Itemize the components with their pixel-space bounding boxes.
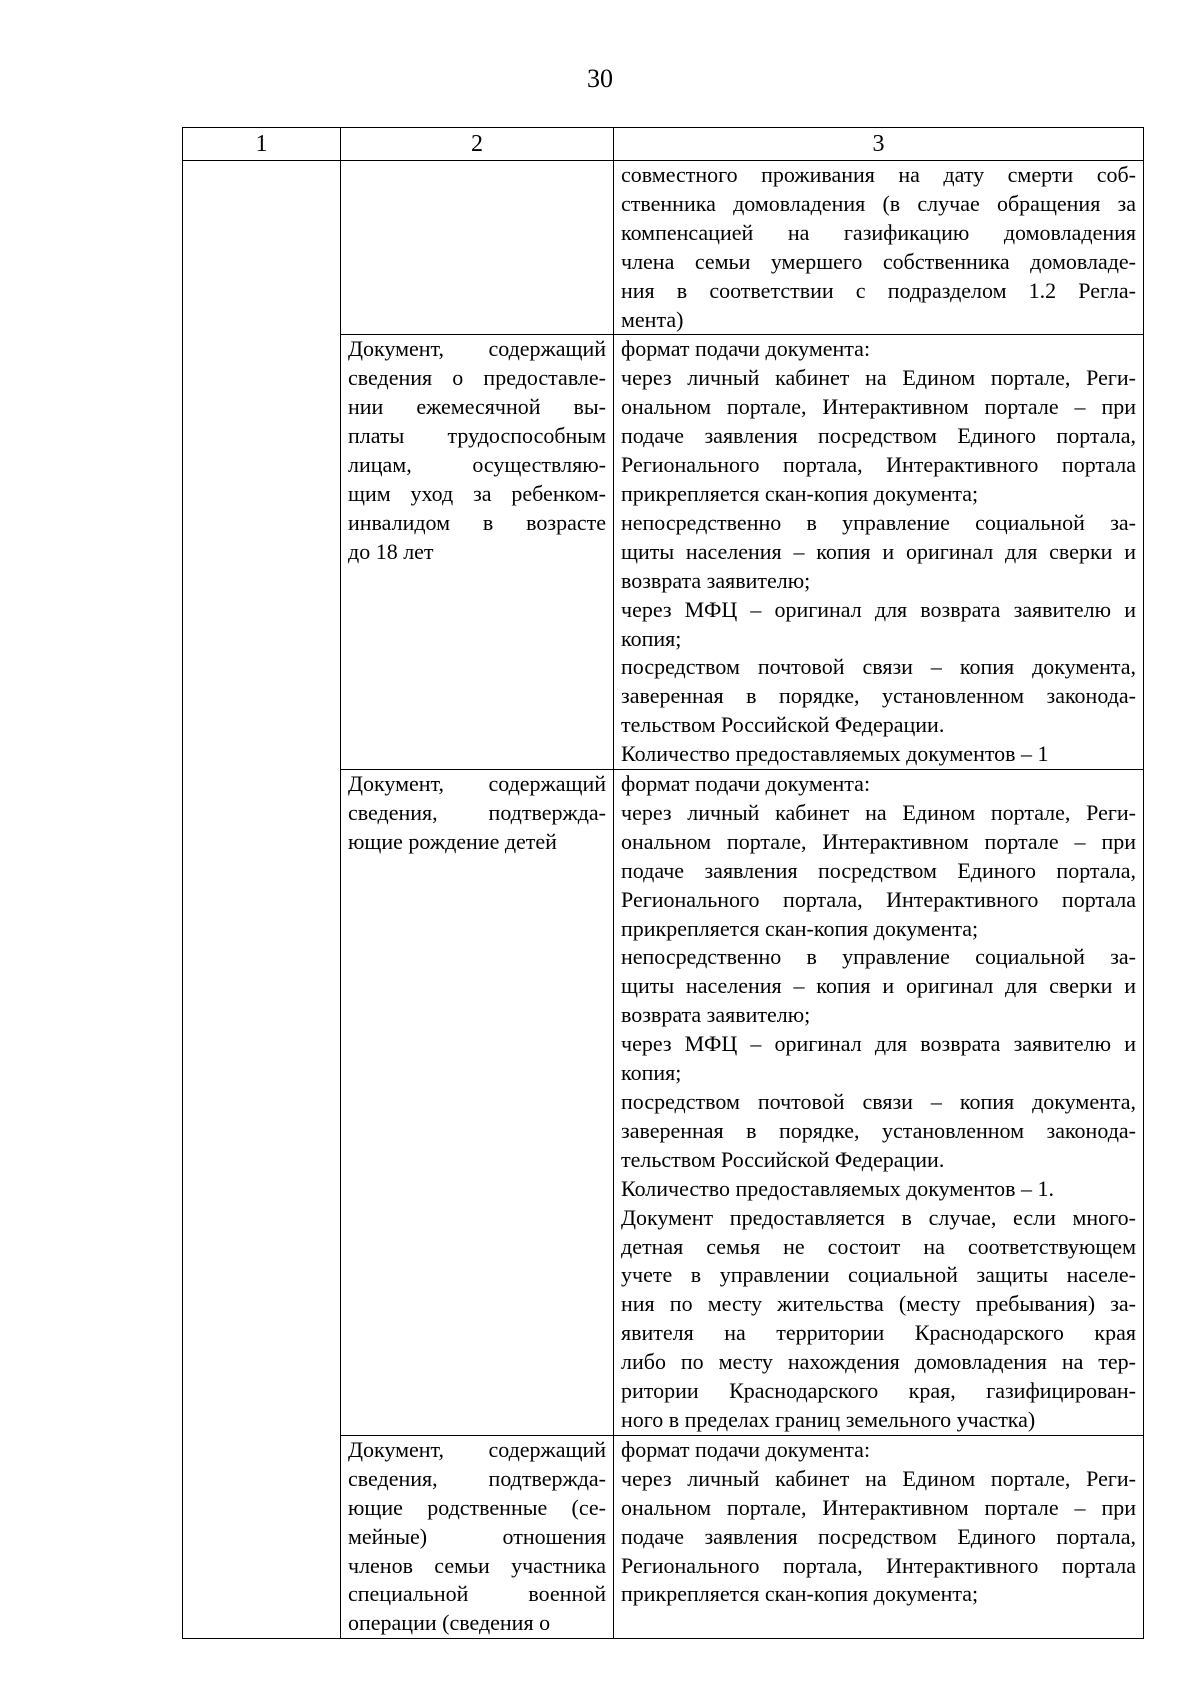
cell-text-line: ональном портале, Интерактивном портале – при — [621, 1494, 1136, 1520]
cell-text-line: платы трудоспособным — [348, 423, 606, 449]
cell-text-line: до 18 лет — [348, 538, 434, 564]
cell-text-line: явителя на территории Краснодарского края — [621, 1320, 1136, 1346]
cell-text-line: сведения, подтвержда- — [348, 799, 606, 825]
document-name-cell — [341, 1435, 614, 1638]
header-col-3: 3 — [614, 128, 1144, 161]
cell-text-line: прикрепляется скан-копия документа; — [621, 480, 979, 506]
col-1-cell — [183, 161, 341, 1639]
document-name-cell — [341, 335, 614, 770]
cell-text-line: сведения, подтвержда- — [348, 1465, 606, 1491]
cell-text-line: через МФЦ – оригинал для возврата заявителю и — [621, 1031, 1136, 1057]
cell-text-line: через личный кабинет на Едином портале, Реги- — [621, 1465, 1136, 1491]
cell-text-line: Документ, содержащий — [348, 771, 606, 797]
cell-text-line: через личный кабинет на Едином портале, Реги- — [621, 799, 1136, 825]
table-row — [183, 161, 1144, 335]
cell-text-line: формат подачи документа: — [621, 1436, 871, 1462]
cell-text-line: ного в пределах границ земельного участка) — [621, 1406, 1036, 1432]
cell-text-line: операции (сведения о — [348, 1610, 551, 1636]
cell-text-line: копия; — [621, 625, 682, 651]
cell-text-line: мейные) отношения — [348, 1523, 606, 1549]
cell-text-line: специальной военной — [348, 1581, 606, 1607]
header-col-2: 2 — [341, 128, 614, 161]
cell-text-line: совместного проживания на дату смерти соб- — [621, 162, 1136, 187]
submission-format-cell — [614, 335, 1144, 770]
cell-text-line: подаче заявления посредством Единого портала, — [621, 857, 1136, 883]
cell-text-line: через личный кабинет на Едином портале, Реги- — [621, 365, 1136, 391]
submission-format-cell — [614, 1435, 1144, 1638]
cell-text-line: ональном портале, Интерактивном портале – при — [621, 828, 1136, 854]
cell-text-line: формат подачи документа: — [621, 336, 871, 362]
cell-text-line: посредством почтовой связи – копия документа, — [621, 1089, 1136, 1114]
cell-text-line: Документ, содержащий — [348, 1436, 606, 1462]
cell-text-line: инвалидом в возрасте — [348, 509, 606, 535]
cell-text-line: прикрепляется скан-копия документа; — [621, 1581, 979, 1607]
cell-text-line: возврата заявителю; — [621, 1002, 811, 1028]
cell-text-line: прикрепляется скан-копия документа; — [621, 915, 979, 941]
header-col-1: 1 — [183, 128, 341, 161]
cell-text-line: ния по месту жительства (месту пребывания) за- — [621, 1291, 1136, 1317]
cell-text-line: тельством Российской Федерации. — [621, 712, 945, 738]
cell-text-line: формат подачи документа: — [621, 771, 871, 797]
cell-text-line: Регионального портала, Интерактивного портала — [621, 1552, 1136, 1578]
page-number: 30 — [587, 64, 613, 93]
cell-text-line: заверенная в порядке, установленном законода- — [621, 683, 1136, 709]
cell-text-line: ственника домовладения (в случае обращения за — [621, 190, 1136, 216]
cell-text-line: мента) — [621, 306, 684, 332]
cell-text-line: Количество предоставляемых документов – 1 — [621, 741, 1049, 767]
cell-text-line: посредством почтовой связи – копия документа, — [621, 654, 1136, 680]
cell-text-line: Регионального портала, Интерактивного портала — [621, 452, 1136, 478]
requirements-table — [182, 127, 1144, 1639]
cell-text-line: подаче заявления посредством Единого портала, — [621, 423, 1136, 449]
cell-text-line: Количество предоставляемых документов – 1. — [621, 1175, 1055, 1201]
cell-text-line: либо по месту нахождения домовладения на тер- — [621, 1349, 1136, 1375]
cell-text-line: нии ежемесячной вы- — [348, 394, 606, 420]
cell-text-line: ональном портале, Интерактивном портале – при — [621, 394, 1136, 420]
cell-text-line: заверенная в порядке, установленном законода- — [621, 1117, 1136, 1143]
cell-text-line: Документ, содержащий — [348, 336, 606, 362]
cell-text-line: Документ предоставляется в случае, если много- — [621, 1204, 1136, 1230]
cell-text-line: непосредственно в управление социальной за- — [621, 509, 1136, 535]
cell-text-line: ния в соответствии с подразделом 1.2 Регла- — [621, 277, 1136, 303]
cell-text-line: щиты населения – копия и оригинал для сверки и — [621, 538, 1136, 564]
cell-text-line: щиты населения – копия и оригинал для сверки и — [621, 973, 1136, 999]
submission-format-cell — [614, 770, 1144, 1436]
cell-text-line: копия; — [621, 1060, 682, 1086]
document-name-cell — [341, 770, 614, 1436]
table-header-row — [183, 128, 1144, 161]
cell-text-line: сведения о предоставле- — [348, 365, 606, 391]
cell-text-line: ющие рождение детей — [348, 828, 557, 854]
cell-text-line: компенсацией на газификацию домовладения — [621, 219, 1136, 245]
cell-text-line: возврата заявителю; — [621, 567, 811, 593]
cell-text-line: члена семьи умершего собственника домовладе- — [621, 248, 1136, 274]
cell-text-line: ритории Краснодарского края, газифицирован- — [621, 1378, 1136, 1404]
cell-text-line: Регионального портала, Интерактивного портала — [621, 886, 1136, 912]
cell-text-line: непосредственно в управление социальной за- — [621, 944, 1136, 970]
cell-text-line: щим уход за ребенком- — [348, 480, 606, 506]
submission-format-cell — [614, 161, 1144, 335]
cell-text-line: тельством Российской Федерации. — [621, 1146, 945, 1172]
cell-text-line: членов семьи участника — [348, 1552, 606, 1578]
cell-text-line: подаче заявления посредством Единого портала, — [621, 1523, 1136, 1549]
cell-text-line: лицам, осуществляю- — [348, 452, 606, 478]
cell-text-line: ющие родственные (се- — [348, 1494, 606, 1520]
cell-text-line: детная семья не состоит на соответствующем — [621, 1233, 1136, 1259]
cell-text-line: учете в управлении социальной защиты населе- — [621, 1262, 1136, 1288]
document-name-cell — [341, 161, 614, 335]
cell-text-line: через МФЦ – оригинал для возврата заявителю и — [621, 596, 1136, 622]
